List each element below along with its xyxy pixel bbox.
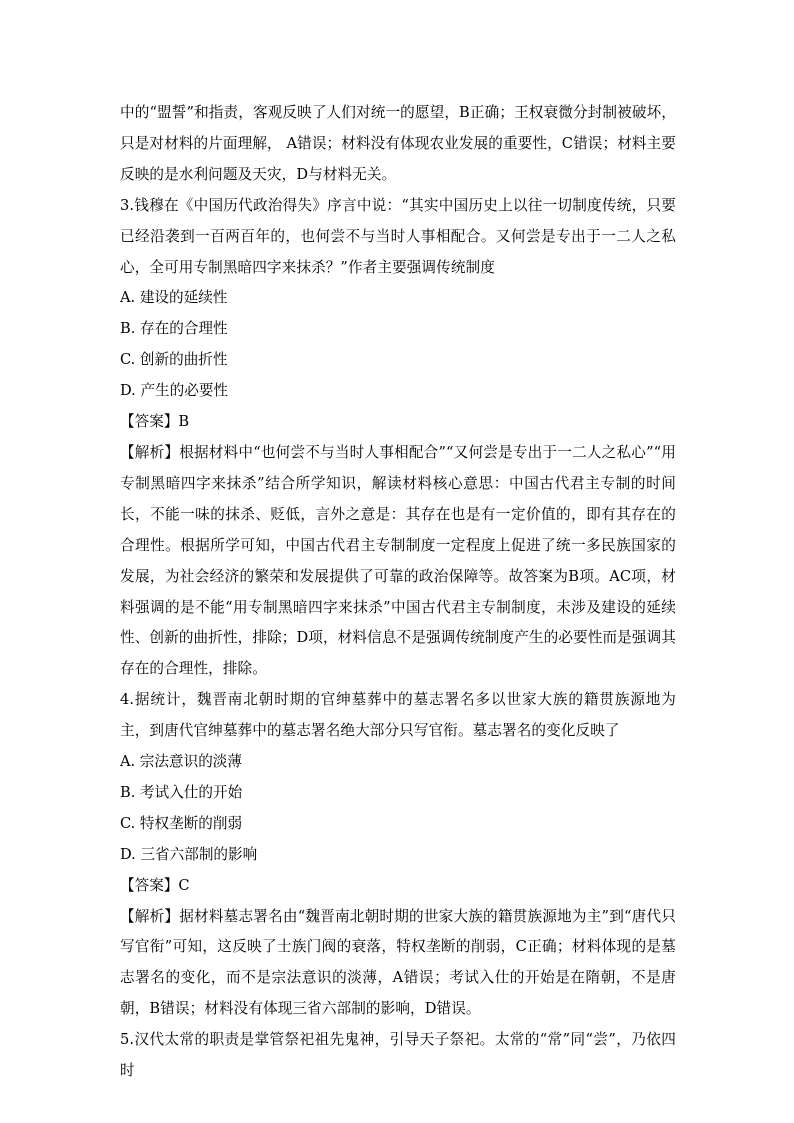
q4-option-a: A. 宗法意识的淡薄: [120, 753, 242, 771]
q4-option-d: D. 三省六部制的影响: [120, 845, 258, 863]
q4-analysis: 【解析】据材料墓志署名由“魏晋南北朝时期的世家大族的籍贯族源地为主”到“唐代只写官衔”可知，这反映了士族门阀的衰落，特权垄断的削弱，C正确；材料体现的是墓志署名的变化，而不是宗法意识的淡薄，A错误；考试入仕的开始是在隋朝，不是唐朝，B错误；材料没有体现三省六部制的影响，D错误。: [120, 907, 676, 1018]
q3-option-d: D. 产生的必要性: [120, 382, 229, 400]
q3-analysis: 【解析】根据材料中“也何尝不与当时人事相配合”“又何尝是专出于一二人之私心”“用专制黑暗四字来抹杀”结合所学知识，解读材料核心意思：中国古代君主专制的时间长，不能一味的抹杀、贬低，言外之意是：其存在也是有一定价值的，即有其存在的合理性。根据所学可知，中国古代君主专制制度一定程度上促进了统一多民族国家的发展，为社会经济的繁荣和发展提供了可靠的政治保障等。故答案为B项。AC项，材料强调的是不能“用专制黑暗四字来抹杀”中国古代君主专制制度，未涉及建设的延续性、创新的曲折性，排除；D项，材料信息不是强调传统制度产生的必要性而是强调其存在的合理性，排除。: [120, 443, 676, 678]
q3-stem: 3.钱穆在《中国历代政治得失》序言中说：“其实中国历史上以往一切制度传统，只要已经沿袭到一百两百年的，也何尝不与当时人事相配合。又何尝是专出于一二人之私心，全可用专制黑暗四字来抹杀？”作者主要强调传统制度: [120, 196, 676, 276]
q4-answer: 【答案】C: [120, 876, 190, 894]
q5-stem: 5.汉代太常的职责是掌管祭祀祖先鬼神，引导天子祭祀。太常的“常”同“尝”，乃依四时: [120, 1031, 676, 1080]
q3-option-c: C. 创新的曲折性: [120, 351, 228, 369]
q4-stem: 4.据统计，魏晋南北朝时期的官绅墓葬中的墓志署名多以世家大族的籍贯族源地为主，到唐代官绅墓葬中的墓志署名绝大部分只写官衔。墓志署名的变化反映了: [120, 691, 676, 740]
q3-option-b: B. 存在的合理性: [120, 320, 228, 338]
q2-analysis-continuation: 中的“盟誓”和指责，客观反映了人们对统一的愿望，B正确；王权衰微分封制被破坏，只是对材料的片面理解， A错误；材料没有体现农业发展的重要性，C错误；材料主要反映的是水利问题及天灾，D与材料无关。: [120, 104, 676, 183]
q4-option-b: B. 考试入仕的开始: [120, 783, 243, 801]
document-page: [120, 98, 676, 1087]
q4-option-c: C. 特权垄断的削弱: [120, 814, 243, 832]
q3-option-a: A. 建设的延续性: [120, 289, 228, 307]
q3-answer: 【答案】B: [120, 413, 190, 431]
